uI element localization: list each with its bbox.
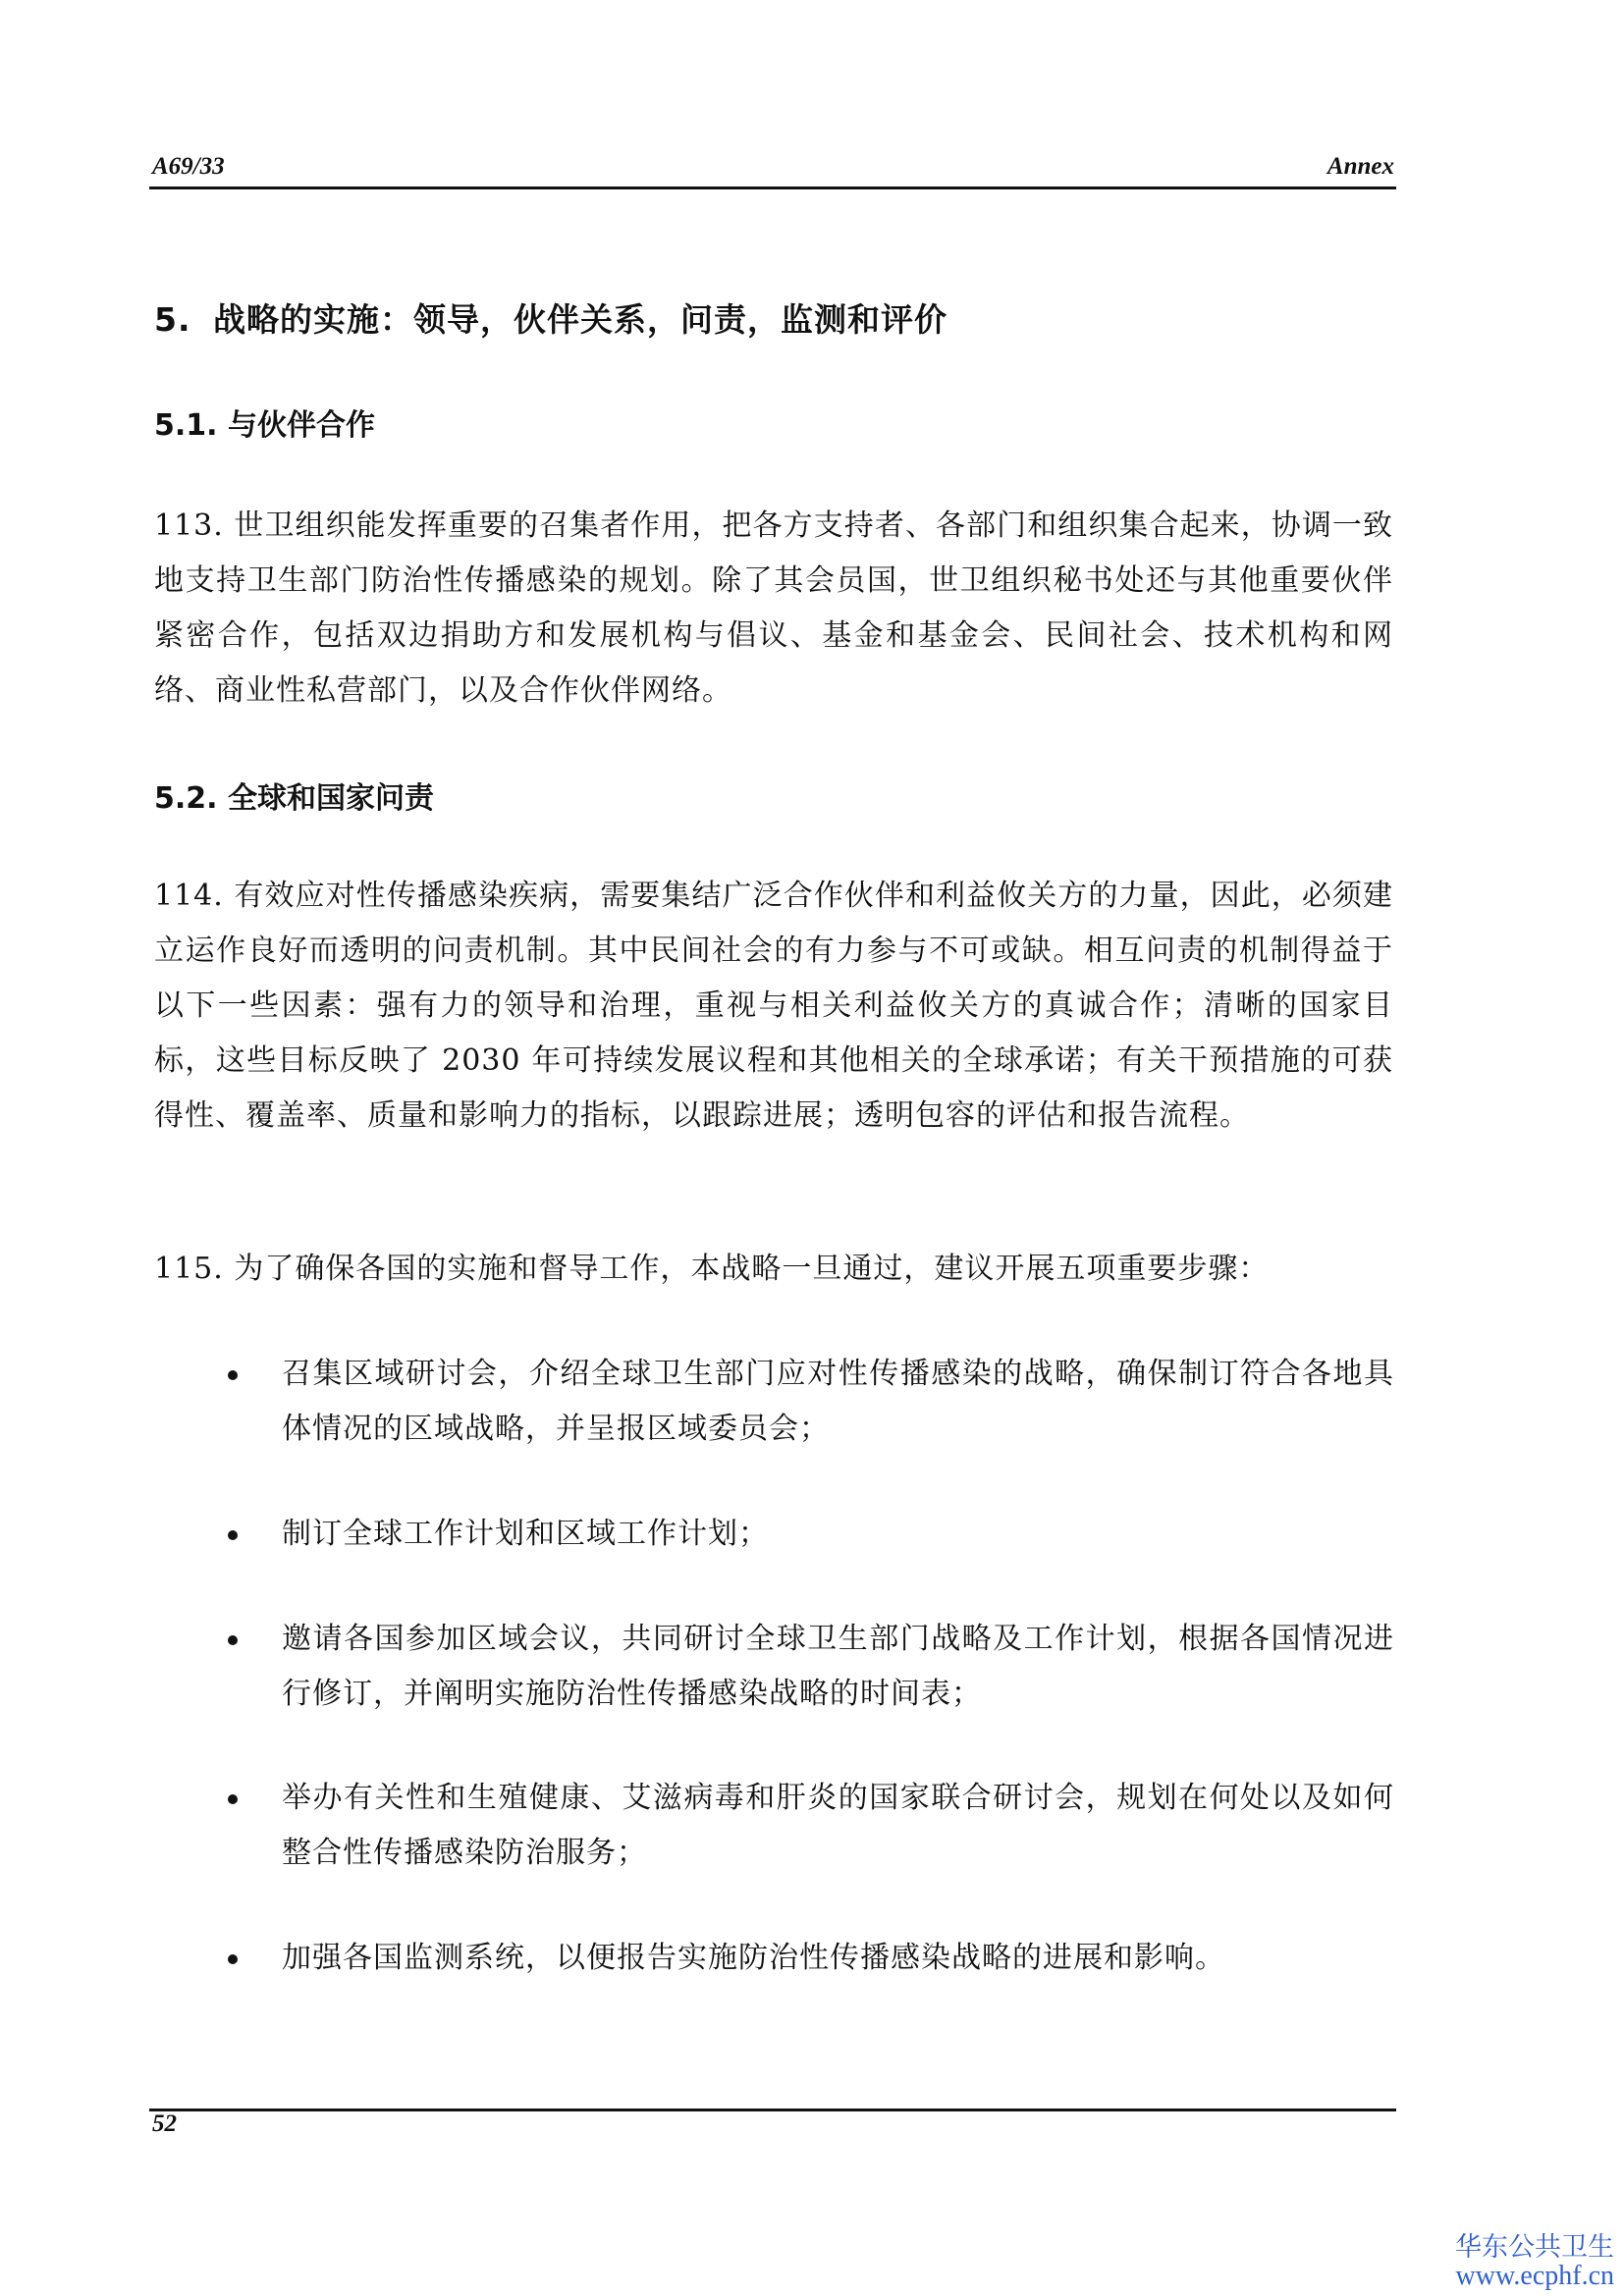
list-item bbox=[228, 1507, 1394, 1562]
page-number: 52 bbox=[152, 2110, 177, 2137]
list-item bbox=[228, 1347, 1394, 1457]
list-item bbox=[228, 1612, 1394, 1722]
paragraph-115: 115. 为了确保各国的实施和督导工作，本战略一旦通过，建议开展五项重要步骤： bbox=[154, 1252, 1270, 1286]
header-rule bbox=[149, 187, 1396, 189]
watermark-url[interactable]: www.ecphf.cn bbox=[1455, 2261, 1614, 2291]
bullet-icon bbox=[228, 1370, 238, 1380]
section-heading-5-2: 5.2. 全球和国家问责 bbox=[154, 781, 434, 816]
list-item-text: 邀请各国参加区域会议，共同研讨全球卫生部门战略及工作计划，根据各国情况进行修订，并阐明实施防治性传播感染战略的时间表； bbox=[282, 1622, 1394, 1711]
paragraph-114: 114. 有效应对性传播感染疾病，需要集结广泛合作伙伴和利益攸关方的力量，因此，必须建立运作良好而透明的问责机制。其中民间社会的有力参与不可或缺。相互问责的机制得益于以下一些因素：强有力的领导和治理，重视与相关利益攸关方的真诚合作；清晰的国家目标，这些目标反映了 2030 年可持续发展议程和其他相关的全球承诺；有关干预措施的可获得性、覆盖率、质量和影响力的指标，以跟踪进展；透明包容的评估和报告流程。 bbox=[154, 879, 1393, 1133]
list-item-text: 召集区域研讨会，介绍全球卫生部门应对性传播感染的战略，确保制订符合各地具体情况的区域战略，并呈报区域委员会； bbox=[282, 1357, 1394, 1446]
bullet-icon bbox=[228, 1635, 238, 1645]
list-item-text: 举办有关性和生殖健康、艾滋病毒和肝炎的国家联合研讨会，规划在何处以及如何整合性传播感染防治服务； bbox=[282, 1781, 1394, 1870]
chapter-number: 5. bbox=[154, 300, 191, 339]
watermark-text: 华东公共卫生 bbox=[1455, 2232, 1614, 2263]
bullet-icon bbox=[228, 1954, 238, 1964]
list-item-text: 制订全球工作计划和区域工作计划； bbox=[282, 1517, 769, 1551]
bullet-icon bbox=[228, 1530, 238, 1540]
chapter-title-text: 战略的实施：领导，伙伴关系，问责，监测和评价 bbox=[213, 300, 947, 339]
list-item-text: 加强各国监测系统，以便报告实施防治性传播感染战略的进展和影响。 bbox=[282, 1941, 1225, 1975]
paragraph-113: 113. 世卫组织能发挥重要的召集者作用，把各方支持者、各部门和组织集合起来，协调一致地支持卫生部门防治性传播感染的规划。除了其会员国，世卫组织秘书处还与其他重要伙伴紧密合作，包括双边捐助方和发展机构与倡议、基金和基金会、民间社会、技术机构和网络、商业性私营部门，以及合作伙伴网络。 bbox=[154, 508, 1393, 708]
section-heading-5-1: 5.1. 与伙伴合作 bbox=[154, 408, 375, 443]
footer-rule bbox=[149, 2109, 1396, 2111]
list-item bbox=[228, 1771, 1394, 1881]
header-doc-code: A69/33 bbox=[152, 153, 225, 180]
list-item bbox=[228, 1931, 1394, 1986]
bullet-icon bbox=[228, 1794, 238, 1804]
header-section: Annex bbox=[1326, 153, 1394, 180]
chapter-title bbox=[154, 294, 947, 341]
